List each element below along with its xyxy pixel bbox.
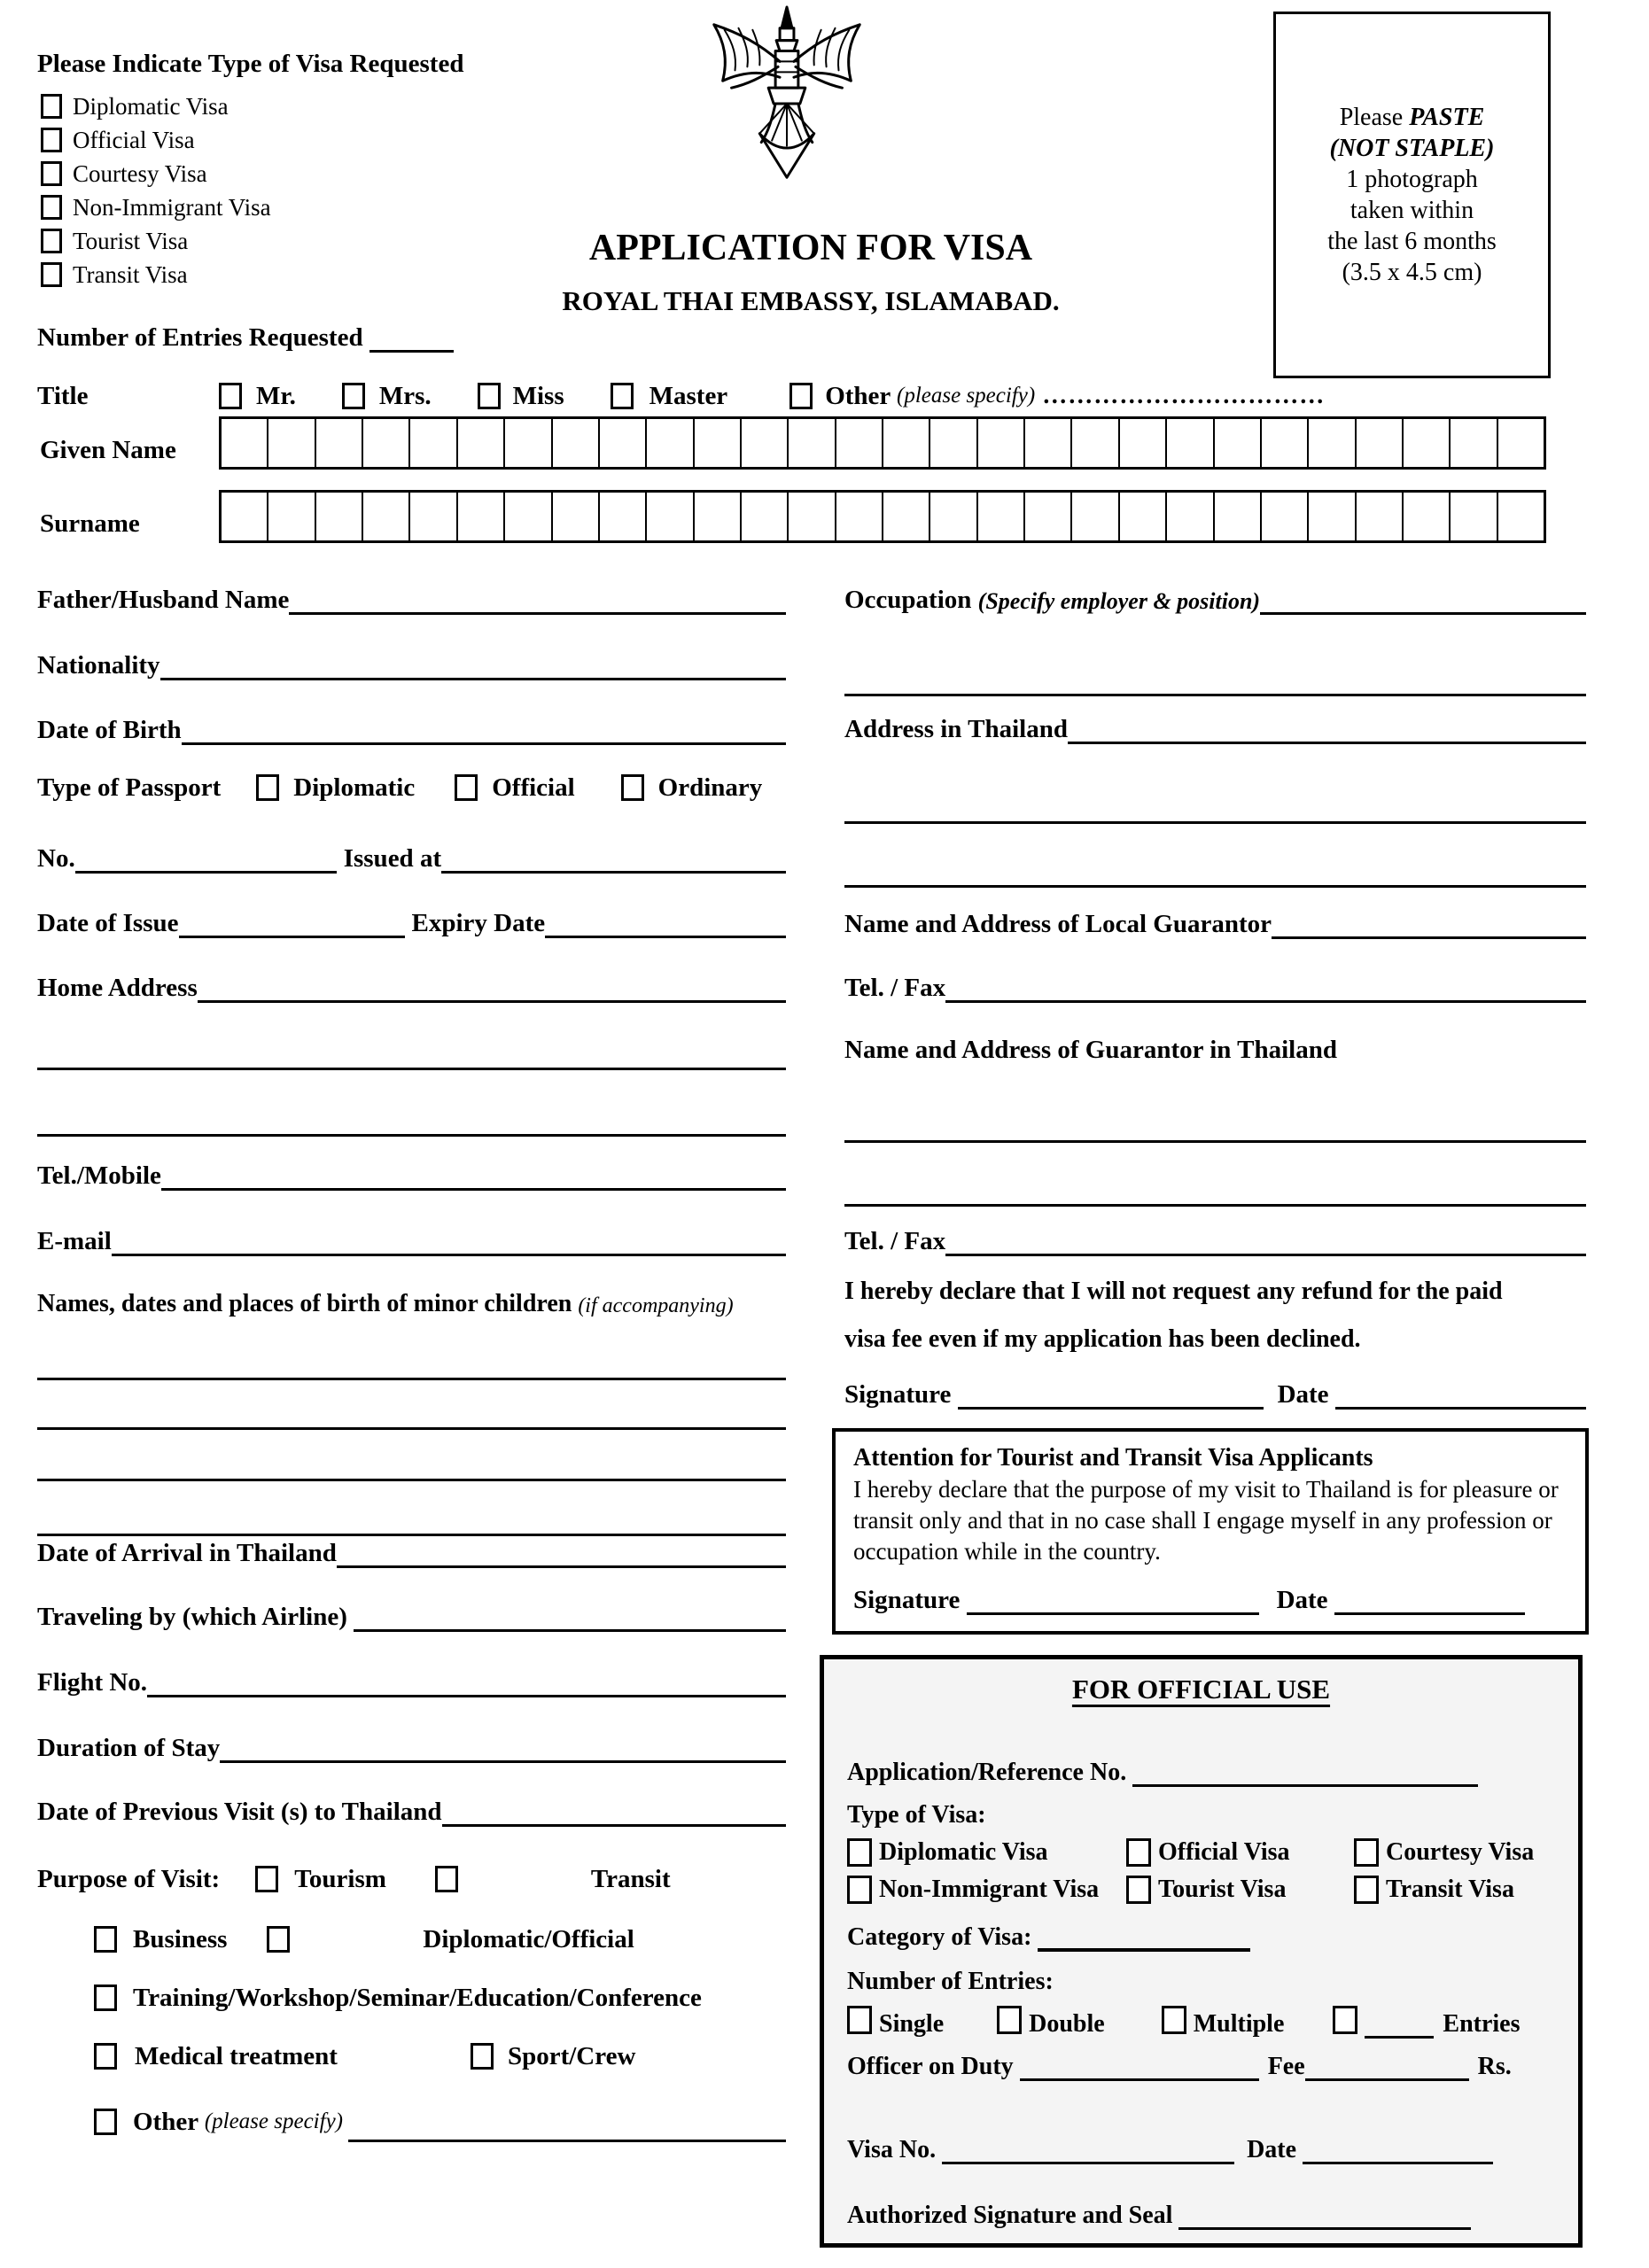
garuda-emblem-icon — [693, 4, 881, 206]
category-of-visa-field[interactable] — [1038, 1943, 1250, 1952]
official-non-immigrant-visa-label: Non-Immigrant Visa — [879, 1876, 1100, 1903]
email-label: E-mail — [37, 1227, 112, 1255]
name-grid-cell[interactable] — [930, 493, 977, 540]
name-grid-cell[interactable] — [742, 493, 789, 540]
name-grid-cell[interactable] — [883, 493, 930, 540]
refund-declaration-line2: visa fee even if my application has been declined. — [844, 1325, 1361, 1353]
guarantor-thailand-label: Name and Address of Guarantor in Thailand — [844, 1036, 1337, 1064]
official-visa-type-row-1 — [847, 1829, 1555, 1867]
checkbox-official-tourist-visa[interactable] — [1126, 1876, 1151, 1904]
checkbox-official-official-visa[interactable] — [1126, 1838, 1151, 1867]
purpose-other-hint: (please specify) — [204, 2109, 349, 2133]
tel-fax-field-2[interactable] — [945, 1248, 1586, 1256]
page-subtitle: ROYAL THAI EMBASSY, ISLAMABAD. — [562, 285, 1060, 316]
checkbox-purpose-transit[interactable] — [435, 1866, 458, 1892]
name-grid-cell[interactable] — [222, 419, 268, 467]
entries-double-label: Double — [1029, 2010, 1105, 2038]
authorized-signature-row — [847, 2191, 1555, 2230]
rs-label: Rs. — [1477, 2053, 1512, 2080]
passport-diplomatic-label: Diplomatic — [293, 773, 416, 802]
name-grid-cell[interactable] — [505, 419, 552, 467]
entries-requested-field[interactable] — [369, 345, 454, 353]
guarantor-thailand-field-1[interactable] — [844, 1135, 1586, 1143]
title-label: Title — [37, 381, 89, 410]
checkbox-purpose-sport-crew[interactable] — [471, 2043, 494, 2070]
checkbox-title-mrs[interactable] — [342, 383, 365, 409]
visa-no-label: Visa No. — [847, 2136, 943, 2163]
entries-single-label: Single — [879, 2010, 945, 2038]
attention-date-label: Date — [1276, 1586, 1334, 1615]
name-grid-cell[interactable] — [1404, 419, 1451, 467]
purpose-row-3 — [37, 1977, 786, 2018]
option-label: Official Visa — [73, 126, 195, 153]
application-reference-row — [847, 1748, 1555, 1787]
issued-at-field[interactable] — [441, 866, 786, 874]
minor-children-heading — [37, 1278, 786, 1318]
visa-type-option-courtesy — [41, 158, 207, 190]
minor-children-line1 — [37, 1340, 786, 1380]
attention-body: I hereby declare that the purpose of my visit to Thailand is for pleasure or transit only and that in no case shall I engage myself in any profession or occupation while in the country. — [853, 1476, 1559, 1565]
name-grid-cell[interactable] — [1025, 493, 1072, 540]
name-grid-cell[interactable] — [268, 493, 315, 540]
attention-title: Attention for Tourist and Transit Visa Applicants — [853, 1444, 1373, 1472]
checkbox-request-official-visa[interactable] — [41, 128, 62, 152]
flight-no-label: Flight No. — [37, 1668, 148, 1697]
title-option-mrs: Mrs. — [378, 381, 432, 410]
purpose-diplomatic-official-label: Diplomatic/Official — [423, 1924, 634, 1953]
arrival-date-field[interactable] — [337, 1560, 786, 1568]
option-label: Tourist Visa — [73, 227, 189, 254]
official-use-title: FOR OFFICIAL USE — [1071, 1674, 1331, 1705]
name-grid-cell[interactable] — [647, 493, 694, 540]
occupation-label: Occupation — [844, 586, 978, 614]
official-date-field[interactable] — [1303, 2156, 1493, 2164]
entries-requested-label: Number of Entries Requested — [37, 323, 369, 352]
name-grid-cell[interactable] — [695, 493, 742, 540]
checkbox-purpose-other[interactable] — [94, 2109, 117, 2135]
purpose-row-4 — [37, 2036, 786, 2077]
name-grid-cell[interactable] — [363, 419, 410, 467]
entries-multiple-label: Multiple — [1193, 2010, 1285, 2038]
name-grid-cell[interactable] — [1167, 419, 1214, 467]
officer-on-duty-field[interactable] — [1020, 2073, 1259, 2081]
name-grid-cell[interactable] — [836, 493, 883, 540]
checkbox-official-transit-visa[interactable] — [1354, 1876, 1379, 1904]
address-thailand-row — [844, 703, 1586, 744]
fee-field[interactable] — [1305, 2073, 1469, 2081]
name-grid-cell[interactable] — [1072, 493, 1119, 540]
name-grid-cell[interactable] — [1498, 419, 1544, 467]
checkbox-passport-ordinary[interactable] — [621, 774, 644, 801]
date-of-issue-label: Date of Issue — [37, 909, 179, 937]
photo-instruction-line: Please PASTE — [1339, 104, 1485, 131]
name-grid-cell[interactable] — [1072, 419, 1119, 467]
tel-fax-label-2: Tel. / Fax — [844, 1227, 946, 1255]
name-grid-cell[interactable] — [1167, 493, 1214, 540]
checkbox-request-courtesy-visa[interactable] — [41, 161, 62, 186]
nationality-field[interactable] — [160, 672, 786, 680]
title-other-field[interactable]: …………………………… — [1042, 382, 1326, 409]
minor-children-field-2[interactable] — [37, 1422, 786, 1430]
purpose-label: Purpose of Visit: — [37, 1864, 221, 1893]
date-field[interactable] — [1335, 1402, 1586, 1410]
checkbox-official-courtesy-visa[interactable] — [1354, 1838, 1379, 1867]
arrival-date-row — [37, 1527, 786, 1568]
name-grid-cell[interactable] — [1120, 419, 1167, 467]
application-reference-label: Application/Reference No. — [847, 1759, 1133, 1786]
title-other-hint: (please specify) — [897, 384, 1036, 408]
given-name-label: Given Name — [40, 436, 176, 464]
checkbox-purpose-training[interactable] — [94, 1984, 117, 2011]
checkbox-title-mr[interactable] — [219, 383, 242, 409]
visa-type-option-tourist — [41, 225, 188, 257]
arrival-date-label: Date of Arrival in Thailand — [37, 1539, 337, 1567]
tel-fax-row-1 — [844, 962, 1586, 1003]
name-grid-cell[interactable] — [1451, 493, 1497, 540]
home-address-line3 — [37, 1096, 786, 1137]
checkbox-title-other[interactable] — [789, 383, 813, 409]
duration-row — [37, 1722, 786, 1763]
name-grid-cell[interactable] — [789, 493, 836, 540]
checkbox-official-non-immigrant-visa[interactable] — [847, 1876, 872, 1904]
signature-field[interactable] — [958, 1402, 1264, 1410]
name-grid-cell[interactable] — [1357, 419, 1404, 467]
purpose-tourism-label: Tourism — [294, 1864, 386, 1893]
refund-declaration-line1: I hereby declare that I will not request any refund for the paid — [844, 1278, 1503, 1305]
title-option-other: Other — [825, 381, 897, 410]
address-thailand-field[interactable] — [1068, 736, 1586, 744]
title-option-mr: Mr. — [256, 381, 296, 410]
minor-children-line3 — [37, 1441, 786, 1481]
email-field[interactable] — [112, 1248, 786, 1256]
occupation-line2 — [844, 656, 1586, 696]
purpose-transit-label: Transit — [590, 1864, 671, 1893]
type-of-visa-label: Type of Visa: — [847, 1801, 986, 1829]
name-grid-cell[interactable] — [553, 419, 600, 467]
application-reference-field[interactable] — [1132, 1779, 1478, 1787]
title-row — [37, 376, 1349, 416]
official-official-visa-label: Official Visa — [1158, 1838, 1290, 1866]
official-date-label: Date — [1247, 2136, 1303, 2163]
checkbox-request-non-immigrant-visa[interactable] — [41, 195, 62, 220]
option-label: Courtesy Visa — [73, 159, 207, 187]
name-grid-cell[interactable] — [1309, 493, 1356, 540]
name-grid-cell[interactable] — [647, 419, 694, 467]
date-label: Date — [1277, 1380, 1335, 1409]
official-diplomatic-visa-label: Diplomatic Visa — [879, 1838, 1048, 1866]
entries-other-field[interactable] — [1365, 2031, 1434, 2039]
minor-children-line2 — [37, 1389, 786, 1430]
email-row — [37, 1216, 786, 1256]
name-grid-cell[interactable] — [316, 419, 363, 467]
minor-children-hint: (if accompanying) — [578, 1294, 734, 1317]
name-grid-cell[interactable] — [1309, 419, 1356, 467]
home-address-field[interactable] — [198, 995, 786, 1003]
occupation-field-2[interactable] — [844, 688, 1586, 696]
checkbox-purpose-tourism[interactable] — [255, 1866, 278, 1892]
visa-no-field[interactable] — [942, 2156, 1234, 2164]
official-transit-visa-label: Transit Visa — [1386, 1876, 1514, 1903]
occupation-field[interactable] — [1260, 607, 1586, 615]
date-of-issue-field[interactable] — [179, 930, 405, 938]
address-thailand-line2 — [844, 783, 1586, 824]
official-tourist-visa-label: Tourist Visa — [1158, 1876, 1287, 1903]
name-grid-cell[interactable] — [789, 419, 836, 467]
name-grid-cell[interactable] — [410, 493, 457, 540]
date-of-birth-field[interactable] — [182, 737, 786, 745]
purpose-row-1 — [37, 1859, 786, 1899]
purpose-other-label: Other — [133, 2107, 205, 2136]
option-label: Non-Immigrant Visa — [73, 193, 271, 221]
authorized-signature-field[interactable] — [1178, 2222, 1471, 2230]
photo-instruction-line: taken within — [1350, 197, 1474, 224]
name-grid-cell[interactable] — [836, 419, 883, 467]
name-grid-cell[interactable] — [1451, 419, 1497, 467]
name-grid-cell[interactable] — [1025, 419, 1072, 467]
name-grid-cell[interactable] — [553, 493, 600, 540]
name-grid-cell[interactable] — [505, 493, 552, 540]
tel-mobile-field[interactable] — [161, 1183, 786, 1191]
signature-label: Signature — [844, 1380, 958, 1409]
airline-row — [37, 1591, 786, 1632]
local-guarantor-field[interactable] — [1272, 931, 1586, 939]
purpose-other-field[interactable] — [348, 2134, 786, 2142]
option-label: Transit Visa — [73, 260, 188, 288]
guarantor-thailand-heading — [844, 1024, 1586, 1065]
entries-word-label: Entries — [1443, 2010, 1521, 2038]
father-husband-name-field[interactable] — [289, 607, 786, 615]
airline-label: Traveling by (which Airline) — [37, 1603, 354, 1631]
visa-type-option-non-immigrant — [41, 191, 271, 223]
guarantor-thailand-line1 — [844, 1102, 1586, 1143]
home-address-label: Home Address — [37, 974, 198, 1002]
attention-date-field[interactable] — [1334, 1607, 1525, 1615]
minor-children-field-1[interactable] — [37, 1372, 786, 1380]
name-grid-cell[interactable] — [978, 419, 1025, 467]
checkbox-entries-other[interactable] — [1333, 2006, 1357, 2034]
passport-type-row — [37, 767, 786, 808]
checkbox-passport-diplomatic[interactable] — [256, 774, 279, 801]
purpose-row-5 — [37, 2101, 786, 2142]
checkbox-entries-multiple[interactable] — [1162, 2006, 1186, 2034]
name-grid-cell[interactable] — [458, 493, 505, 540]
father-husband-name-label: Father/Husband Name — [37, 586, 290, 614]
address-thailand-field-3[interactable] — [844, 880, 1586, 888]
title-option-miss: Miss — [512, 381, 564, 410]
option-label: Diplomatic Visa — [73, 92, 229, 120]
attention-signature-label: Signature — [853, 1586, 967, 1615]
name-grid-cell[interactable] — [1404, 493, 1451, 540]
visa-type-option-diplomatic — [41, 90, 229, 122]
purpose-medical-label: Medical treatment — [135, 2041, 338, 2070]
address-thailand-line3 — [844, 847, 1586, 888]
visa-type-option-official — [41, 124, 195, 156]
guarantor-thailand-field-2[interactable] — [844, 1199, 1586, 1207]
category-of-visa-row — [847, 1913, 1555, 1952]
nationality-row — [37, 640, 786, 680]
name-grid-cell[interactable] — [930, 419, 977, 467]
previous-visit-label: Date of Previous Visit (s) to Thailand — [37, 1798, 442, 1826]
name-grid-cell[interactable] — [1215, 493, 1262, 540]
nationality-label: Nationality — [37, 651, 160, 680]
tel-fax-label: Tel. / Fax — [844, 974, 946, 1002]
checkbox-request-tourist-visa[interactable] — [41, 229, 62, 253]
tel-mobile-label: Tel./Mobile — [37, 1161, 161, 1190]
issued-at-label: Issued at — [343, 844, 442, 873]
officer-on-duty-row — [847, 2042, 1555, 2081]
guarantor-thailand-line2 — [844, 1166, 1586, 1207]
officer-on-duty-label: Officer on Duty — [847, 2053, 1020, 2080]
checkbox-purpose-medical[interactable] — [94, 2043, 117, 2070]
category-of-visa-label: Category of Visa: — [847, 1923, 1038, 1951]
minor-children-label: Names, dates and places of birth of minor children — [37, 1290, 579, 1317]
page-title: APPLICATION FOR VISA — [588, 228, 1033, 268]
address-thailand-field-2[interactable] — [844, 816, 1586, 824]
duration-label: Duration of Stay — [37, 1734, 221, 1762]
entries-options-row — [847, 2001, 1555, 2039]
attention-box — [832, 1428, 1589, 1635]
occupation-hint: (Specify employer & position) — [977, 588, 1261, 614]
name-grid-cell[interactable] — [883, 419, 930, 467]
duration-field[interactable] — [220, 1755, 786, 1763]
airline-field[interactable] — [354, 1624, 786, 1632]
address-thailand-label: Address in Thailand — [844, 715, 1068, 743]
passport-ordinary-label: Ordinary — [657, 773, 763, 802]
father-husband-name-row — [37, 574, 786, 615]
checkbox-passport-official[interactable] — [455, 774, 478, 801]
issue-expiry-row — [37, 897, 786, 938]
checkbox-official-diplomatic-visa[interactable] — [847, 1838, 872, 1867]
previous-visit-row — [37, 1786, 786, 1827]
number-of-entries-heading — [847, 1961, 1555, 1996]
purpose-row-2 — [37, 1919, 786, 1960]
name-grid-cell[interactable] — [1120, 493, 1167, 540]
checkbox-entries-single[interactable] — [847, 2006, 872, 2034]
given-name-grid — [219, 416, 1546, 470]
tel-fax-field[interactable] — [945, 995, 1586, 1003]
number-of-entries-label: Number of Entries: — [847, 1968, 1054, 1995]
official-courtesy-visa-label: Courtesy Visa — [1386, 1838, 1535, 1866]
surname-grid — [219, 490, 1546, 543]
tel-mobile-row — [37, 1150, 786, 1191]
name-grid-cell[interactable] — [1262, 419, 1309, 467]
passport-official-label: Official — [492, 773, 575, 802]
name-grid-cell[interactable] — [316, 493, 363, 540]
name-grid-cell[interactable] — [695, 419, 742, 467]
official-type-of-visa-heading — [847, 1794, 1555, 1829]
expiry-date-field[interactable] — [545, 930, 786, 938]
official-use-box — [820, 1655, 1583, 2248]
passport-no-field[interactable] — [75, 866, 337, 874]
expiry-date-label: Expiry Date — [411, 909, 546, 937]
local-guarantor-label: Name and Address of Local Guarantor — [844, 910, 1272, 938]
title-option-master: Master — [649, 381, 728, 410]
date-of-birth-label: Date of Birth — [37, 716, 182, 744]
name-grid-cell[interactable] — [600, 419, 647, 467]
checkbox-request-transit-visa[interactable] — [41, 262, 62, 287]
photo-instruction-line: (3.5 x 4.5 cm) — [1342, 259, 1482, 286]
passport-type-label: Type of Passport — [37, 773, 222, 802]
official-visa-type-row-2 — [847, 1867, 1555, 1904]
visa-type-heading: Please Indicate Type of Visa Requested — [37, 50, 464, 78]
occupation-row — [844, 574, 1586, 615]
declaration-signature-row — [844, 1369, 1586, 1410]
visa-no-row — [847, 2125, 1555, 2164]
minor-children-field-3[interactable] — [37, 1473, 786, 1481]
name-grid-cell[interactable] — [1498, 493, 1544, 540]
passport-no-row — [37, 833, 786, 874]
photo-instruction-line: the last 6 months — [1327, 228, 1497, 255]
photo-instruction-line: (NOT STAPLE) — [1329, 135, 1495, 162]
name-grid-cell[interactable] — [458, 419, 505, 467]
name-grid-cell[interactable] — [1357, 493, 1404, 540]
attention-signature-field[interactable] — [967, 1607, 1259, 1615]
entries-requested-row — [37, 312, 786, 353]
flight-no-row — [37, 1657, 786, 1697]
name-grid-cell[interactable] — [410, 419, 457, 467]
visa-type-option-transit — [41, 259, 188, 291]
checkbox-purpose-diplomatic-official[interactable] — [267, 1926, 290, 1953]
home-address-row — [37, 962, 786, 1003]
name-grid-cell[interactable] — [1215, 419, 1262, 467]
tel-fax-row-2 — [844, 1216, 1586, 1256]
photo-paste-box — [1273, 12, 1551, 378]
checkbox-title-miss[interactable] — [478, 383, 501, 409]
fee-label: Fee — [1267, 2053, 1305, 2080]
passport-no-label: No. — [37, 844, 75, 873]
purpose-sport-crew-label: Sport/Crew — [507, 2041, 636, 2070]
local-guarantor-row — [844, 898, 1586, 939]
home-address-field-3[interactable] — [37, 1129, 786, 1137]
name-grid-cell[interactable] — [222, 493, 268, 540]
name-grid-cell[interactable] — [268, 419, 315, 467]
checkbox-entries-double[interactable] — [997, 2006, 1022, 2034]
checkbox-purpose-business[interactable] — [94, 1926, 117, 1953]
name-grid-cell[interactable] — [600, 493, 647, 540]
checkbox-request-diplomatic-visa[interactable] — [41, 94, 62, 119]
home-address-line2 — [37, 1029, 786, 1070]
name-grid-cell[interactable] — [742, 419, 789, 467]
authorized-signature-label: Authorized Signature and Seal — [847, 2202, 1179, 2229]
attention-signature-row — [853, 1574, 1567, 1615]
previous-visit-field[interactable] — [442, 1819, 786, 1827]
photo-instruction-line: 1 photograph — [1346, 166, 1478, 193]
flight-no-field[interactable] — [147, 1689, 786, 1697]
home-address-field-2[interactable] — [37, 1062, 786, 1070]
checkbox-title-master[interactable] — [611, 383, 634, 409]
surname-label: Surname — [40, 509, 140, 538]
name-grid-cell[interactable] — [978, 493, 1025, 540]
name-grid-cell[interactable] — [363, 493, 410, 540]
purpose-training-label: Training/Workshop/Seminar/Education/Conference — [133, 1983, 702, 2012]
date-of-birth-row — [37, 704, 786, 745]
name-grid-cell[interactable] — [1262, 493, 1309, 540]
purpose-business-label: Business — [133, 1924, 228, 1953]
